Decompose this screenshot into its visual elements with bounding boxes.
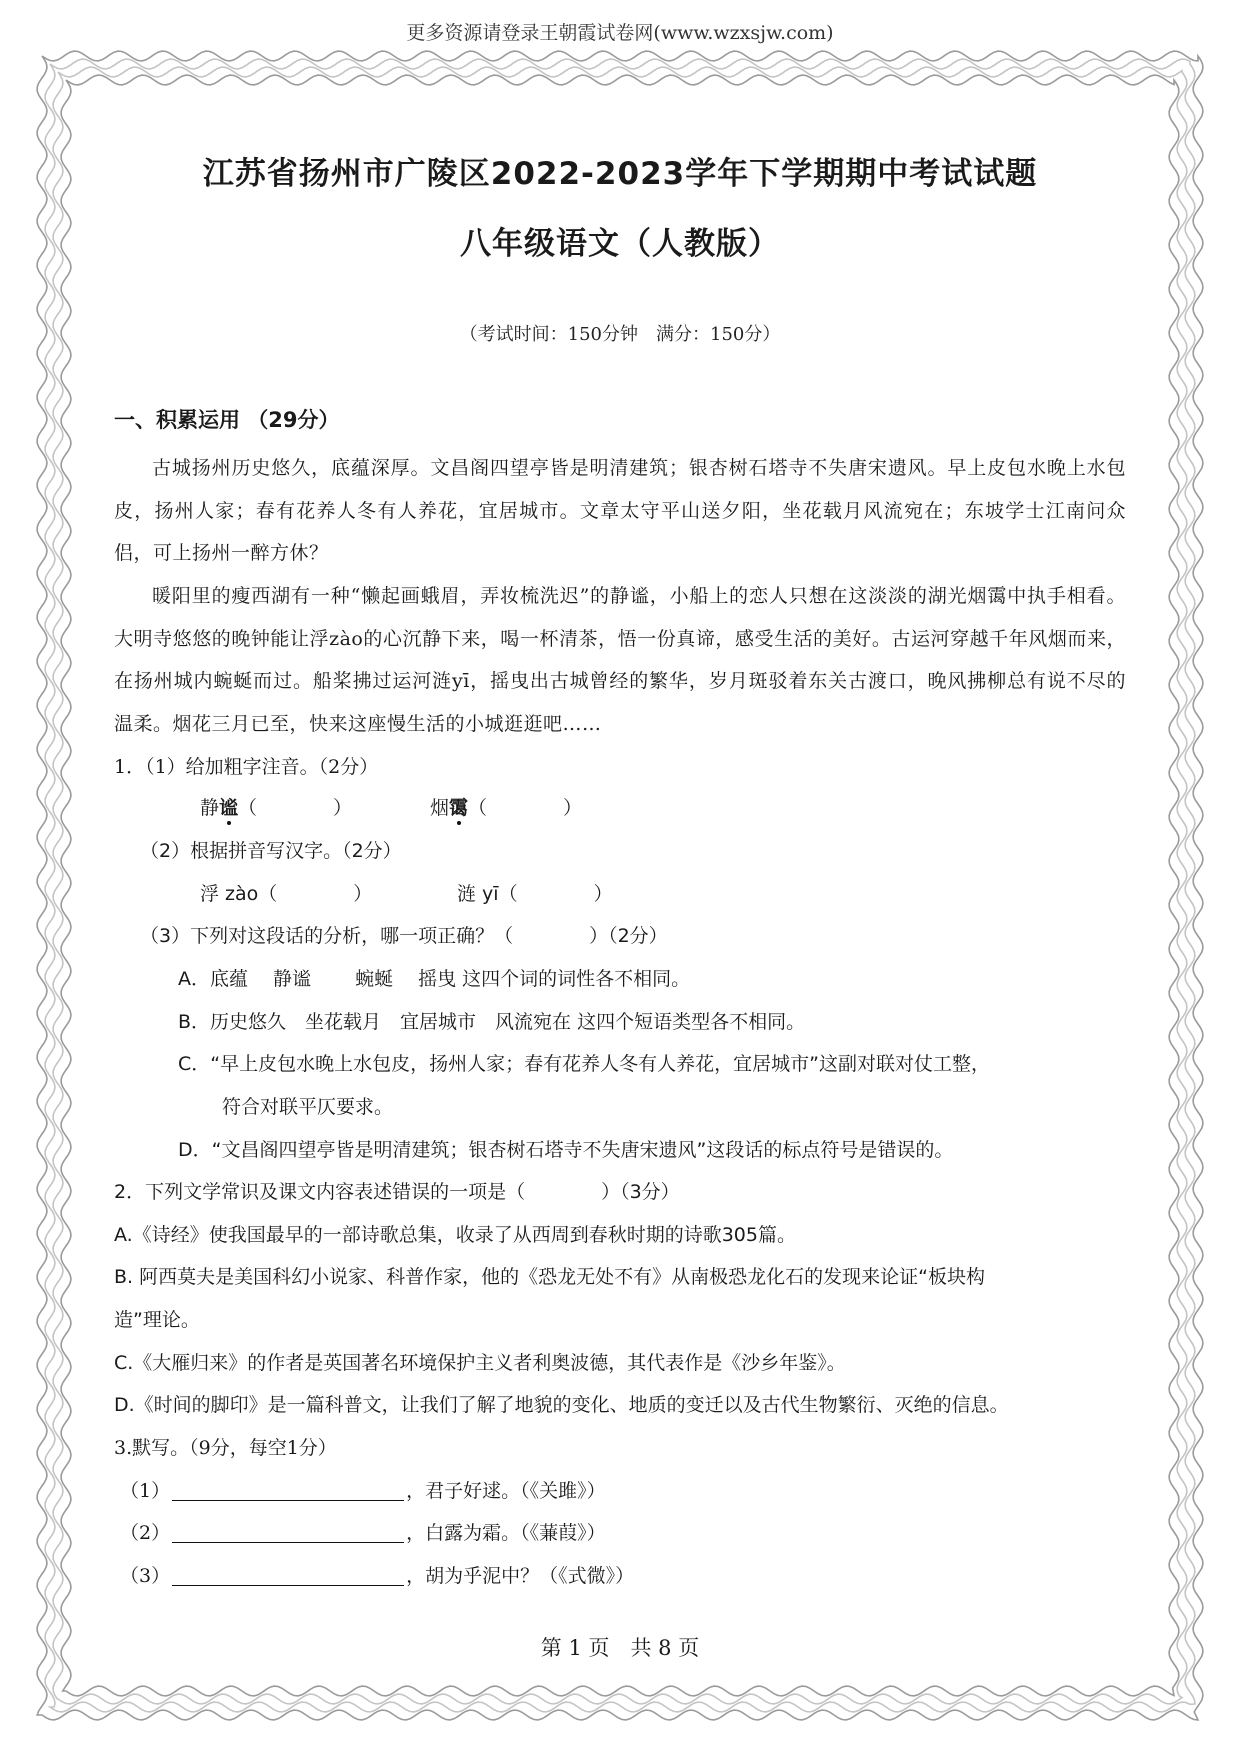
- q3-item-number: （1）: [120, 1480, 171, 1502]
- question-3-stem: 3.默写。（9分，每空1分）: [114, 1437, 337, 1459]
- answer-paren: （ ）: [238, 797, 353, 819]
- q1-item-1-prefix: 静: [200, 797, 220, 819]
- passage-paragraph-2: 暖阳里的瘦西湖有一种“懒起画蛾眉，弄妆梳洗迟”的静谧，小船上的恋人只想在这淡淡的湖光烟霭中执手相看。大明寺悠悠的晚钟能让浮zào的心沉静下来，喝一杯清茶，悟一份真谛，感受生活的美好。古运河穿越千年风烟而来，在扬州城内蜿蜒而过。船桨拂过运河涟yī，摇曳出古城曾经的繁华，岁月斑驳着东关古渡口，晚风拂柳总有说不尽的温柔。烟花三月已至，快来这座慢生活的小城逛逛吧……: [114, 585, 1126, 735]
- q1-option-a: A．底蕴 静谧 蜿蜒 摇曳 这四个词的词性各不相同。: [178, 968, 691, 990]
- emphasis-dot-char: 谧: [219, 793, 238, 820]
- q3-item-2: [120, 1518, 606, 1545]
- answer-paren: （ ）: [468, 797, 583, 819]
- q3-item-number: （2）: [120, 1522, 171, 1544]
- exam-info: （考试时间：150分钟 满分：150分）: [459, 324, 781, 345]
- fill-blank: [172, 1563, 404, 1586]
- q2-option-c: C.《大雁归来》的作者是英国著名环境保护主义者利奥波德，其代表作是《沙乡年鉴》。: [114, 1352, 846, 1374]
- q1-item-2-prefix: 烟: [430, 797, 450, 819]
- q1-item-2: [430, 793, 582, 820]
- q3-item-tail: ，胡为乎泥中？（《式微》）: [406, 1565, 635, 1587]
- q3-item-number: （3）: [120, 1565, 171, 1587]
- emphasis-dot-char: 霭: [449, 793, 468, 820]
- exam-subtitle: 八年级语文（人教版）: [460, 226, 780, 262]
- exam-title: 江苏省扬州市广陵区2022-2023学年下学期期中考试试题: [202, 156, 1038, 192]
- q1-sub-3: （3）下列对这段话的分析，哪一项正确？（ ）（2分）: [140, 925, 668, 947]
- q2-option-a: A.《诗经》使我国最早的一部诗歌总集，收录了从西周到春秋时期的诗歌305篇。: [114, 1224, 796, 1246]
- q1-pinyin-1: 浮 zào（ ）: [200, 883, 373, 905]
- header-note: 更多资源请登录王朝霞试卷网(www.wzxsjw.com): [406, 22, 834, 44]
- q1-pinyin-2: 涟 yī（ ）: [457, 883, 613, 905]
- q3-item-1: [120, 1476, 606, 1503]
- q2-option-d: D.《时间的脚印》是一篇科普文，让我们了解了地貌的变化、地质的变迁以及古代生物繁衍、灭绝的信息。: [114, 1394, 1009, 1416]
- q1-option-d: D．“文昌阁四望亭皆是明清建筑；银杏树石塔寺不失唐宋遗风”这段话的标点符号是错误的。: [178, 1139, 954, 1161]
- q1-option-c: C．“早上皮包水晚上水包皮，扬州人家；春有花养人冬有人养花，宜居城市”这副对联对仗工整，: [178, 1053, 990, 1075]
- q1-item-1: [200, 793, 352, 820]
- passage-paragraph-1: 古城扬州历史悠久，底蕴深厚。文昌阁四望亭皆是明清建筑；银杏树石塔寺不失唐宋遗风。早上皮包水晚上水包皮，扬州人家；春有花养人冬有人养花，宜居城市。文章太守平山送夕阳，坐花载月风流宛在；东坡学士江南问众侣，可上扬州一醉方休？: [114, 457, 1126, 564]
- q2-option-b: B. 阿西莫夫是美国科幻小说家、科普作家，他的《恐龙无处不有》从南极恐龙化石的发现来论证“板块构: [114, 1266, 985, 1288]
- question-2-stem: 2．下列文学常识及课文内容表述错误的一项是（ ）（3分）: [114, 1181, 680, 1203]
- q1-sub-2: （2）根据拼音写汉字。（2分）: [140, 840, 402, 862]
- q3-item-3: [120, 1561, 634, 1588]
- fill-blank: [172, 1478, 404, 1501]
- q3-item-tail: ，白露为霜。（《蒹葭》）: [406, 1522, 606, 1544]
- page-footer: 第 1 页 共 8 页: [540, 1636, 700, 1660]
- fill-blank: [172, 1520, 404, 1543]
- section-title: 一、积累运用 （29分）: [114, 408, 340, 432]
- q1-option-b: B．历史悠久 坐花载月 宜居城市 风流宛在 这四个短语类型各不相同。: [178, 1011, 806, 1033]
- q3-item-tail: ，君子好逑。（《关雎》）: [406, 1480, 606, 1502]
- q2-option-b-cont: 造”理论。: [114, 1309, 200, 1331]
- q1-option-c-cont: 符合对联平仄要求。: [222, 1096, 394, 1118]
- exam-page: [112, 0, 1128, 1753]
- question-1-stem: 1．（1）给加粗字注音。（2分）: [114, 756, 379, 778]
